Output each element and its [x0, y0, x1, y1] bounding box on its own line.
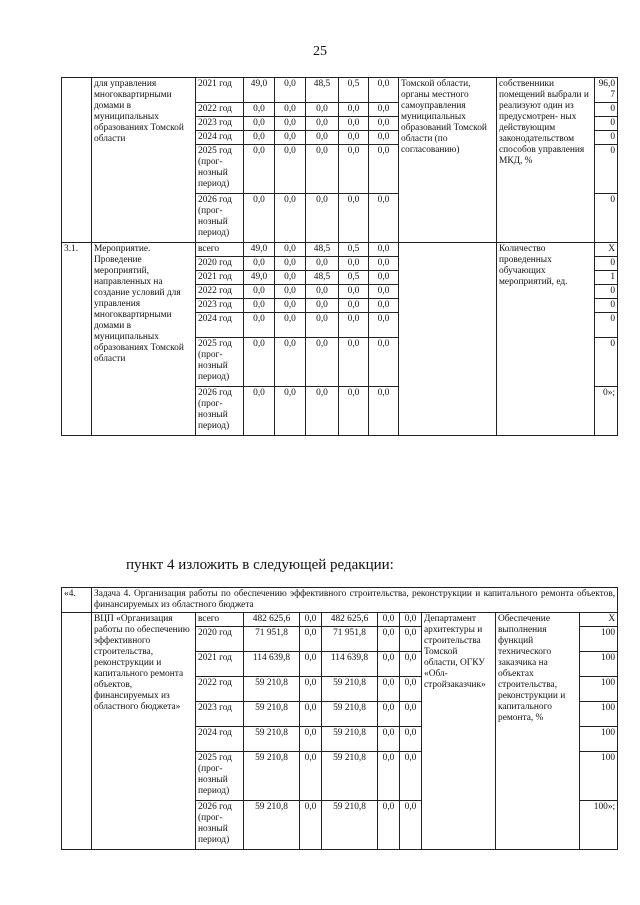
year-cell: 2021 год — [196, 652, 244, 677]
amount-cell: 0,0 — [244, 194, 275, 243]
year-cell: 2026 год (прог- нозный период) — [196, 194, 244, 243]
amount-cell: 0,0 — [275, 131, 306, 145]
table-row — [62, 613, 618, 627]
amount-cell: 0,0 — [369, 285, 399, 299]
amount-cell: 0,0 — [369, 338, 399, 387]
amount-cell: 0,5 — [339, 78, 369, 103]
amount-cell: 59 210,8 — [322, 677, 378, 702]
year-cell: 2025 год (прог- нозный период) — [196, 338, 244, 387]
year-cell: 2024 год — [196, 313, 244, 338]
amount-cell: 0,0 — [275, 338, 306, 387]
amount-cell: 0,0 — [339, 145, 369, 194]
year-cell: 2023 год — [196, 299, 244, 313]
amount-cell: 59 210,8 — [322, 801, 378, 850]
measure-name-cell: для управления многоквартирными домами в муниципальных образованиях Томской области — [92, 78, 196, 243]
year-cell: 2020 год — [196, 627, 244, 652]
amount-cell: 0,0 — [306, 117, 339, 131]
amount-cell: 0,0 — [300, 702, 322, 727]
event-number-cell: 3.1. — [62, 243, 92, 436]
indicator-value-cell: 0 — [595, 313, 618, 338]
year-cell: 2021 год — [196, 78, 244, 103]
indicator-value-cell: 0 — [595, 257, 618, 271]
event-name-cell: Мероприятие. Проведение мероприятий, направленных на создание условий для управления многоквартирными домами в муниципальных образованиях Томской области — [92, 243, 196, 436]
amount-cell: 0,0 — [339, 299, 369, 313]
amount-cell: 482 625,6 — [322, 613, 378, 627]
amount-cell: 0,0 — [378, 613, 400, 627]
amount-cell: 0,0 — [369, 145, 399, 194]
amount-cell: 49,0 — [244, 243, 275, 257]
year-cell: 2024 год — [196, 131, 244, 145]
amount-cell: 0,0 — [369, 257, 399, 271]
amount-cell: 0,0 — [400, 652, 422, 677]
amount-cell: 0,0 — [275, 145, 306, 194]
amount-cell: 0,0 — [400, 613, 422, 627]
year-cell: 2025 год (прог- нозный период) — [196, 752, 244, 801]
amount-cell: 59 210,8 — [244, 677, 300, 702]
amount-cell: 0,0 — [339, 257, 369, 271]
amount-cell: 0,5 — [339, 243, 369, 257]
indicator-name-cell: Обеспечение выполнения функций технического заказчика на объектах строительства, реконструкции и капитального ремонта, % — [496, 613, 580, 850]
amount-cell: 0,0 — [369, 299, 399, 313]
amount-cell: 59 210,8 — [244, 752, 300, 801]
task-title-cell: Задача 4. Организация работы по обеспечению эффективного строительства, реконструкции и капитального ремонта объектов, финансируемых из областного бюджета — [92, 588, 618, 613]
amount-cell: 59 210,8 — [244, 801, 300, 850]
indicator-name-cell: собственники помещений выбрали и реализуют один из предусмотрен- ных действующим законодательством способов управления МКД, % — [497, 78, 595, 243]
year-cell: всего — [196, 243, 244, 257]
amount-cell: 0,0 — [244, 145, 275, 194]
amount-cell: 0,0 — [369, 117, 399, 131]
amount-cell: 0,0 — [244, 131, 275, 145]
amount-cell: 48,5 — [306, 78, 339, 103]
amount-cell: 59 210,8 — [244, 727, 300, 752]
amount-cell: 114 639,8 — [322, 652, 378, 677]
amount-cell: 114 639,8 — [244, 652, 300, 677]
amount-cell: 59 210,8 — [244, 702, 300, 727]
year-cell: 2026 год (прог- нозный период) — [196, 387, 244, 436]
amount-cell: 0,0 — [369, 243, 399, 257]
amount-cell: 0,0 — [400, 727, 422, 752]
amount-cell: 0,0 — [300, 801, 322, 850]
indicator-value-cell: 0 — [595, 131, 618, 145]
indicator-value-cell: 0 — [595, 117, 618, 131]
amount-cell: 0,0 — [275, 243, 306, 257]
year-cell: 2021 год — [196, 271, 244, 285]
amount-cell: 0,0 — [300, 752, 322, 801]
amount-cell: 0,0 — [378, 702, 400, 727]
year-cell: 2022 год — [196, 103, 244, 117]
amount-cell: 59 210,8 — [322, 752, 378, 801]
indicator-value-cell: 100 — [580, 677, 618, 702]
amount-cell: 0,0 — [339, 285, 369, 299]
amount-cell: 0,0 — [244, 313, 275, 338]
table-row — [62, 243, 618, 257]
indicator-name-cell: Количество проведенных обучающих мероприятий, ед. — [497, 243, 595, 436]
amount-cell: 0,0 — [369, 271, 399, 285]
year-cell: 2022 год — [196, 677, 244, 702]
year-cell: 2024 год — [196, 727, 244, 752]
amount-cell: 0,0 — [275, 299, 306, 313]
indicator-value-cell: 0 — [595, 338, 618, 387]
indicator-value-cell: 0 — [595, 103, 618, 117]
year-cell: 2022 год — [196, 285, 244, 299]
task-header-row — [62, 588, 618, 613]
amount-cell: 0,0 — [400, 752, 422, 801]
amount-cell: 0,0 — [244, 338, 275, 387]
row-number-cell — [62, 613, 92, 850]
year-cell: 2026 год (прог- нозный период) — [196, 801, 244, 850]
amount-cell: 0,0 — [378, 652, 400, 677]
amount-cell: 0,0 — [244, 257, 275, 271]
amount-cell: 48,5 — [306, 243, 339, 257]
year-cell: 2020 год — [196, 257, 244, 271]
amount-cell: 482 625,6 — [244, 613, 300, 627]
indicator-value-cell: 0 — [595, 194, 618, 243]
amount-cell: 0,0 — [400, 801, 422, 850]
amount-cell: 0,5 — [339, 271, 369, 285]
amount-cell: 0,0 — [369, 313, 399, 338]
table-row — [62, 78, 618, 103]
amount-cell: 0,0 — [339, 117, 369, 131]
amount-cell: 0,0 — [244, 387, 275, 436]
amount-cell: 71 951,8 — [322, 627, 378, 652]
amount-cell: 0,0 — [275, 78, 306, 103]
amount-cell: 0,0 — [339, 387, 369, 436]
amount-cell: 0,0 — [400, 627, 422, 652]
executor-cell: Томской области, органы местного самоуправления муниципальных образований Томской области (по согласованию) — [399, 78, 497, 243]
amount-cell: 0,0 — [400, 702, 422, 727]
amount-cell: 59 210,8 — [322, 702, 378, 727]
amount-cell: 0,0 — [300, 613, 322, 627]
year-cell: 2025 год (прог- нозный период) — [196, 145, 244, 194]
indicator-value-cell: 0 — [595, 285, 618, 299]
task-number-cell: «4. — [62, 588, 92, 613]
indicator-value-cell: 100 — [580, 727, 618, 752]
amount-cell: 0,0 — [378, 752, 400, 801]
amount-cell: 0,0 — [306, 313, 339, 338]
amount-cell: 0,0 — [275, 285, 306, 299]
amount-cell: 0,0 — [244, 117, 275, 131]
indicator-value-cell: Х — [580, 613, 618, 627]
amount-cell: 0,0 — [275, 313, 306, 338]
amount-cell: 0,0 — [339, 313, 369, 338]
indicator-value-cell: 100 — [580, 652, 618, 677]
program-table-continued — [61, 77, 618, 436]
amount-cell: 0,0 — [378, 727, 400, 752]
task-4-table — [61, 587, 618, 850]
row-number-cell — [62, 78, 92, 243]
amount-cell: 0,0 — [275, 117, 306, 131]
amount-cell: 0,0 — [300, 627, 322, 652]
year-cell: всего — [196, 613, 244, 627]
amount-cell: 0,0 — [275, 103, 306, 117]
indicator-value-cell: 1 — [595, 271, 618, 285]
indicator-value-cell: 100»; — [580, 801, 618, 850]
indicator-value-cell: 0»; — [595, 387, 618, 436]
year-cell: 2023 год — [196, 117, 244, 131]
amount-cell: 0,0 — [275, 257, 306, 271]
amount-cell: 0,0 — [378, 677, 400, 702]
amount-cell: 0,0 — [300, 727, 322, 752]
amount-cell: 0,0 — [369, 78, 399, 103]
amount-cell: 59 210,8 — [322, 727, 378, 752]
amount-cell: 0,0 — [306, 131, 339, 145]
indicator-value-cell: 100 — [580, 752, 618, 801]
amount-cell: 49,0 — [244, 78, 275, 103]
page-number: 25 — [313, 44, 327, 59]
amount-cell: 0,0 — [339, 194, 369, 243]
amount-cell: 0,0 — [306, 387, 339, 436]
amount-cell: 0,0 — [378, 627, 400, 652]
amount-cell: 0,0 — [306, 257, 339, 271]
indicator-value-cell: Х — [595, 243, 618, 257]
indicator-value-cell: 0 — [595, 145, 618, 194]
amount-cell: 0,0 — [339, 131, 369, 145]
indicator-value-cell: 100 — [580, 702, 618, 727]
amount-cell: 0,0 — [369, 103, 399, 117]
indicator-value-cell: 0 — [595, 299, 618, 313]
amount-cell: 0,0 — [275, 387, 306, 436]
amount-cell: 0,0 — [306, 285, 339, 299]
amount-cell: 49,0 — [244, 271, 275, 285]
amount-cell: 0,0 — [275, 271, 306, 285]
amount-cell: 0,0 — [400, 677, 422, 702]
program-name-cell: ВЦП «Организация работы по обеспечению эффективного строительства, реконструкции и капитального ремонта объектов, финансируемых из областного бюджета» — [92, 613, 196, 850]
executor-cell: Департамент архитектуры и строительства Томской области, ОГКУ «Обл- стройзаказчик» — [422, 613, 496, 850]
amount-cell: 0,0 — [244, 103, 275, 117]
amount-cell: 0,0 — [300, 677, 322, 702]
amount-cell: 71 951,8 — [244, 627, 300, 652]
amount-cell: 0,0 — [244, 285, 275, 299]
executor-cell — [399, 243, 497, 436]
amount-cell: 0,0 — [306, 194, 339, 243]
amount-cell: 0,0 — [339, 338, 369, 387]
amount-cell: 0,0 — [244, 299, 275, 313]
amount-cell: 0,0 — [306, 338, 339, 387]
amount-cell: 0,0 — [306, 145, 339, 194]
amount-cell: 0,0 — [339, 103, 369, 117]
year-cell: 2023 год — [196, 702, 244, 727]
amount-cell: 0,0 — [275, 194, 306, 243]
amount-cell: 0,0 — [378, 801, 400, 850]
amount-cell: 0,0 — [306, 103, 339, 117]
amount-cell: 0,0 — [306, 299, 339, 313]
amount-cell: 0,0 — [369, 387, 399, 436]
amount-cell: 48,5 — [306, 271, 339, 285]
amount-cell: 0,0 — [300, 652, 322, 677]
amount-cell: 0,0 — [369, 194, 399, 243]
amount-cell: 0,0 — [369, 131, 399, 145]
indicator-value-cell: 96,07 — [595, 78, 618, 103]
amendment-heading: пункт 4 изложить в следующей редакции: — [126, 557, 394, 573]
indicator-value-cell: 100 — [580, 627, 618, 652]
